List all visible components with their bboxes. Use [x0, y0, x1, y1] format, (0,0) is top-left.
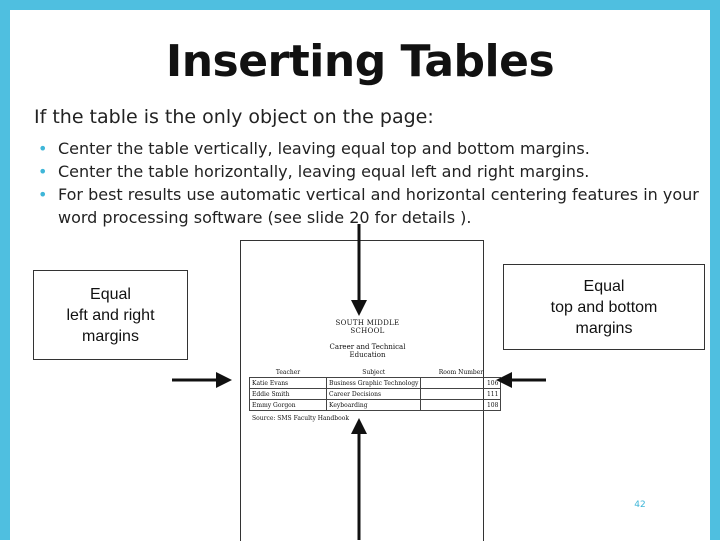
bullet-text: For best results use automatic vertical and horizontal centering features in your word processing software (see slide 20 for details ). — [58, 185, 699, 227]
callout-right-text: Equal top and bottom margins — [550, 277, 658, 337]
table-cell: 108 — [421, 400, 501, 411]
page-number: 42 — [634, 500, 646, 510]
document-source-note: Source: SMS Faculty Handbook — [252, 415, 349, 422]
arrow-down-icon — [351, 224, 367, 316]
table-cell: Eddie Smith — [250, 389, 327, 400]
table-cell: 111 — [421, 389, 501, 400]
table-cell: Business Graphic Technology — [327, 378, 421, 389]
bullet-dot-icon: • — [38, 185, 48, 204]
bullet-text: Center the table horizontally, leaving equal left and right margins. — [58, 162, 590, 181]
bullet-text: Center the table vertically, leaving equal top and bottom margins. — [58, 139, 590, 158]
table-header-cell: Room Number — [421, 367, 501, 378]
bullet-dot-icon: • — [38, 139, 48, 158]
table-header-cell: Teacher — [250, 367, 327, 378]
table-cell: Career Decisions — [327, 389, 421, 400]
table-header-cell: Subject — [327, 367, 421, 378]
table-cell: Keyboarding — [327, 400, 421, 411]
callout-left-text: Equal left and right margins — [66, 285, 155, 345]
document-subheading: Career and Technical Education — [329, 343, 406, 359]
intro-text: If the table is the only object on the page: — [34, 106, 434, 128]
table-cell: Emmy Gorgon — [250, 400, 327, 411]
slide-title: Inserting Tables — [165, 36, 555, 87]
table-cell: Katie Evans — [250, 378, 327, 389]
arrow-left-icon — [496, 372, 546, 388]
arrow-right-icon — [172, 372, 232, 388]
arrow-up-icon — [351, 418, 367, 540]
bullet-dot-icon: • — [38, 162, 48, 181]
document-heading: SOUTH MIDDLE SCHOOL — [335, 319, 400, 335]
table-cell: 106 — [421, 378, 501, 389]
